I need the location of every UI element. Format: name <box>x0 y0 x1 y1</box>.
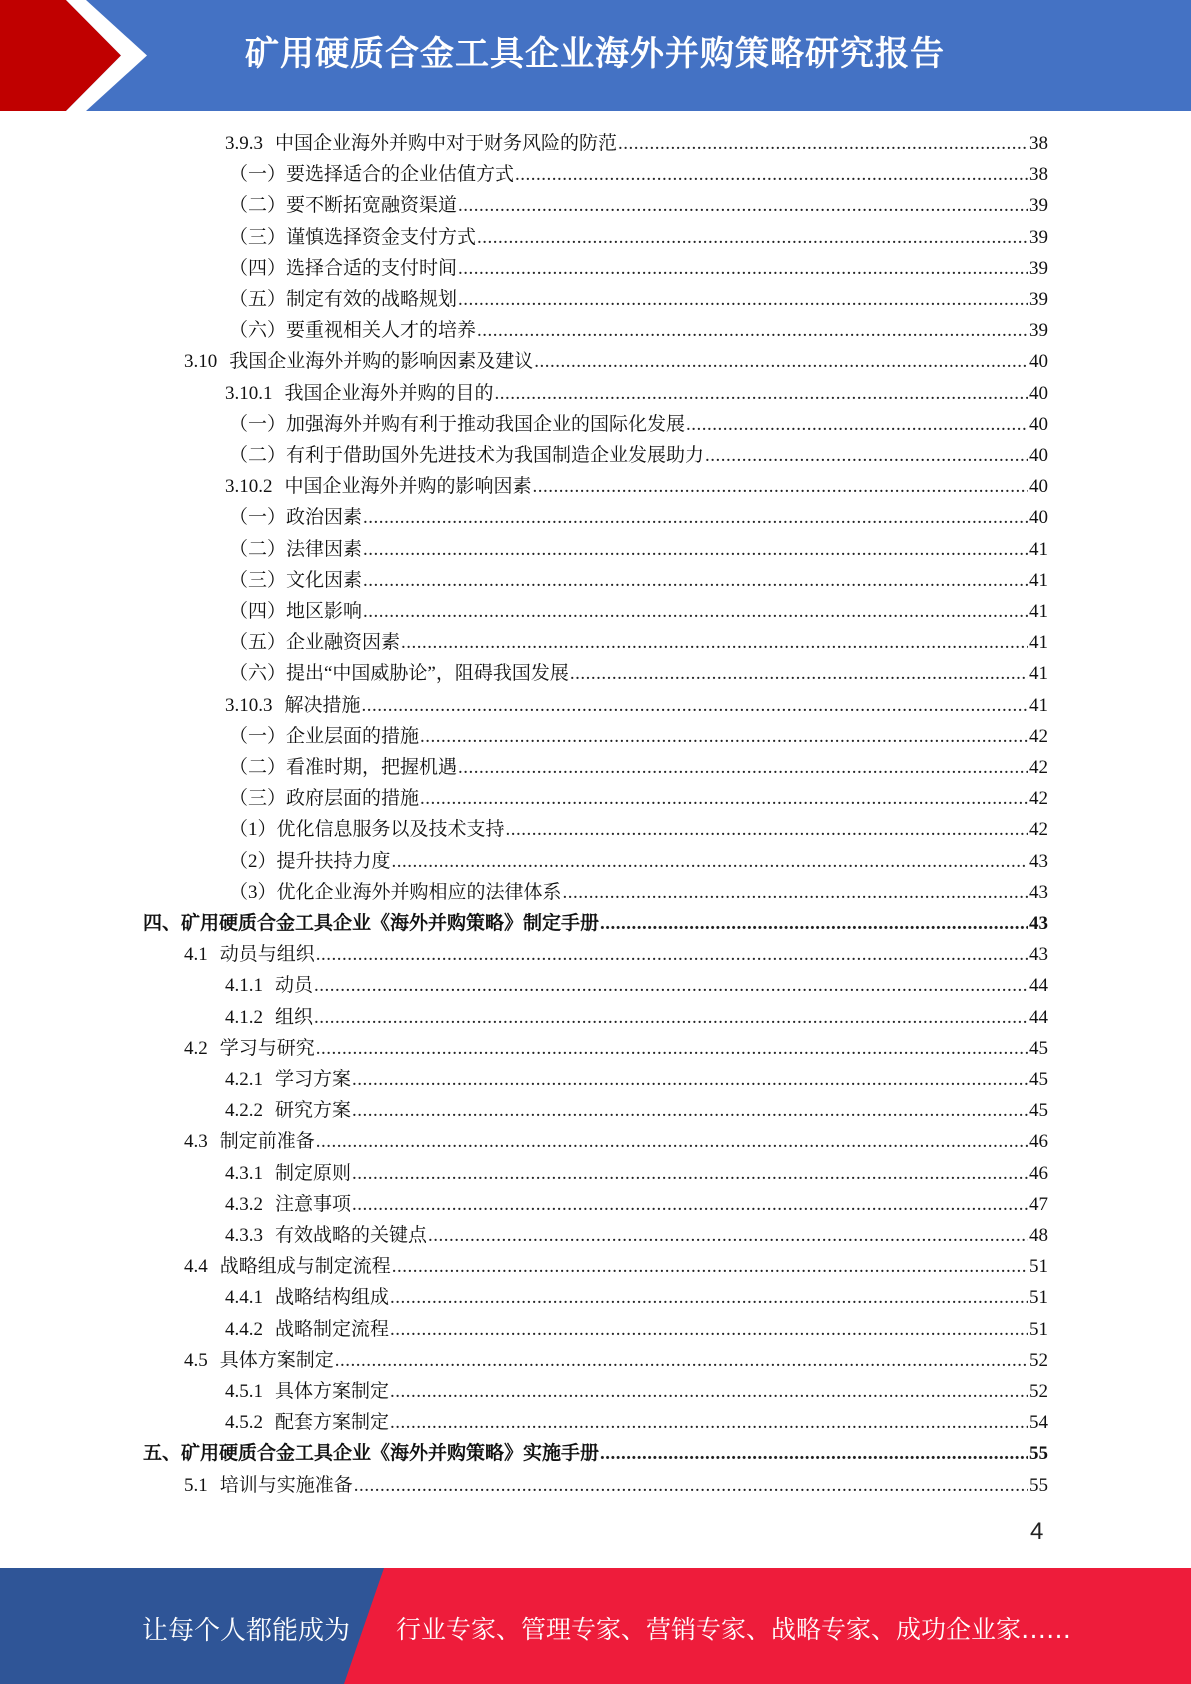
toc-dot-leader <box>362 690 1028 721</box>
toc-entry-title: （二）有利于借助国外先进技术为我国制造企业发展助力 <box>229 445 705 466</box>
toc-dot-leader <box>477 222 1028 253</box>
toc-dot-leader <box>316 1033 1028 1064</box>
toc-entry[interactable] <box>184 1251 1048 1282</box>
toc-entry[interactable] <box>229 315 1048 346</box>
toc-entry-title: （一）加强海外并购有利于推动我国企业的国际化发展 <box>229 414 686 435</box>
toc-entry-number: 4.4.2 <box>225 1319 263 1340</box>
toc-entry-page: 52 <box>1029 1381 1048 1402</box>
toc-dot-leader <box>506 814 1028 845</box>
toc-entry-page: 51 <box>1029 1256 1048 1277</box>
toc-dot-leader <box>390 1282 1028 1313</box>
toc-entry-page: 48 <box>1029 1225 1048 1246</box>
toc-entry-title: （三）政府层面的措施 <box>229 788 420 809</box>
toc-entry-title: （3）优化企业海外并购相应的法律体系 <box>229 882 562 903</box>
toc-dot-leader <box>600 908 1028 939</box>
toc-entry[interactable] <box>184 939 1048 970</box>
toc-entry[interactable] <box>225 1002 1048 1033</box>
toc-entry[interactable] <box>229 409 1048 440</box>
toc-entry[interactable] <box>184 1126 1048 1157</box>
toc-entry[interactable] <box>225 1189 1048 1220</box>
toc-entry-page: 40 <box>1029 414 1048 435</box>
toc-entry-page: 41 <box>1029 632 1048 653</box>
toc-entry-title: 培训与实施准备 <box>219 1475 353 1496</box>
toc-entry-number: 4.2.1 <box>225 1069 263 1090</box>
toc-entry-title: （二）法律因素 <box>229 539 363 560</box>
toc-entry-number: 3.9.3 <box>225 133 263 154</box>
toc-entry-page: 51 <box>1029 1319 1048 1340</box>
toc-dot-leader <box>420 721 1028 752</box>
toc-entry-title: 战略制定流程 <box>275 1319 390 1340</box>
toc-entry-page: 52 <box>1029 1350 1048 1371</box>
toc-entry-title: 我国企业海外并购的目的 <box>284 383 494 404</box>
toc-entry-number: 4.5.2 <box>225 1412 263 1433</box>
toc-entry-page: 42 <box>1029 757 1048 778</box>
toc-entry-title: 我国企业海外并购的影响因素及建议 <box>229 351 534 372</box>
toc-entry[interactable] <box>225 690 1048 721</box>
toc-entry[interactable] <box>229 846 1048 877</box>
toc-entry[interactable] <box>229 190 1048 221</box>
toc-entry-title: （一）企业层面的措施 <box>229 726 420 747</box>
toc-dot-leader <box>392 846 1028 877</box>
toc-dot-leader <box>401 627 1028 658</box>
toc-entry-page: 39 <box>1029 320 1048 341</box>
toc-entry[interactable] <box>225 1220 1048 1251</box>
toc-entry-number: 4.2 <box>184 1038 208 1059</box>
toc-entry[interactable] <box>143 1438 1048 1469</box>
toc-entry-page: 41 <box>1029 663 1048 684</box>
toc-dot-leader <box>363 596 1028 627</box>
toc-entry-number: 3.10 <box>184 351 218 372</box>
toc-entry[interactable] <box>229 222 1048 253</box>
toc-entry[interactable] <box>143 908 1048 939</box>
toc-entry-number: 4.4 <box>184 1256 208 1277</box>
toc-entry-title: 动员 <box>275 975 314 996</box>
toc-dot-leader <box>363 534 1028 565</box>
toc-entry-number: 4.1 <box>184 944 208 965</box>
toc-entry-title: （六）要重视相关人才的培养 <box>229 320 477 341</box>
toc-entry-page: 39 <box>1029 227 1048 248</box>
toc-entry-page: 41 <box>1029 601 1048 622</box>
toc-entry[interactable] <box>229 565 1048 596</box>
toc-dot-leader <box>352 1064 1028 1095</box>
toc-dot-leader <box>458 253 1028 284</box>
toc-entry-title: 学习方案 <box>275 1069 352 1090</box>
toc-entry-title: （二）要不断拓宽融资渠道 <box>229 195 458 216</box>
toc-entry-title: （三）文化因素 <box>229 570 363 591</box>
toc-entry-page: 43 <box>1029 913 1048 934</box>
toc-dot-leader <box>600 1438 1028 1469</box>
toc-entry[interactable] <box>225 1064 1048 1095</box>
toc-dot-leader <box>495 378 1028 409</box>
toc-entry-title: 制定原则 <box>275 1163 352 1184</box>
toc-entry-title: （四）地区影响 <box>229 601 363 622</box>
toc-entry[interactable] <box>229 596 1048 627</box>
toc-entry-page: 40 <box>1029 351 1048 372</box>
toc-entry[interactable] <box>225 970 1048 1001</box>
toc-entry-page: 41 <box>1029 695 1048 716</box>
toc-entry-page: 45 <box>1029 1100 1048 1121</box>
toc-entry-title: 中国企业海外并购的影响因素 <box>284 476 532 497</box>
toc-entry[interactable] <box>229 284 1048 315</box>
toc-entry-title: 组织 <box>275 1007 314 1028</box>
toc-entry-number: 3.10.1 <box>225 383 273 404</box>
footer-slogan-left: 让每个人都能成为 <box>142 1616 351 1646</box>
toc-dot-leader <box>618 128 1028 159</box>
toc-entry-title: 四、矿用硬质合金工具企业《海外并购策略》制定手册 <box>143 913 600 934</box>
toc-entry[interactable] <box>184 1033 1048 1064</box>
toc-entry-page: 40 <box>1029 507 1048 528</box>
toc-dot-leader <box>477 315 1028 346</box>
toc-entry-title: 制定前准备 <box>219 1131 315 1152</box>
toc-entry-page: 54 <box>1029 1412 1048 1433</box>
toc-entry-page: 41 <box>1029 570 1048 591</box>
toc-entry-page: 44 <box>1029 1007 1048 1028</box>
toc-entry[interactable] <box>225 1095 1048 1126</box>
toc-entry-number: 3.10.2 <box>225 476 273 497</box>
toc-dot-leader <box>534 346 1028 377</box>
toc-dot-leader <box>352 1189 1028 1220</box>
toc-entry-title: 解决措施 <box>284 695 361 716</box>
toc-entry-page: 38 <box>1029 164 1048 185</box>
toc-dot-leader <box>515 159 1028 190</box>
toc-dot-leader <box>314 1002 1028 1033</box>
toc-dot-leader <box>363 502 1028 533</box>
toc-entry-title: 动员与组织 <box>219 944 315 965</box>
toc-dot-leader <box>686 409 1028 440</box>
toc-entry-page: 55 <box>1029 1443 1048 1464</box>
toc-dot-leader <box>390 1376 1028 1407</box>
toc-entry-page: 42 <box>1029 726 1048 747</box>
toc-dot-leader <box>316 1126 1028 1157</box>
toc-entry-page: 39 <box>1029 289 1048 310</box>
toc-dot-leader <box>390 1407 1028 1438</box>
toc-entry[interactable] <box>229 159 1048 190</box>
toc-entry[interactable] <box>229 534 1048 565</box>
toc-entry-title: （一）政治因素 <box>229 507 363 528</box>
toc-entry[interactable] <box>225 378 1048 409</box>
toc-entry-title: （四）选择合适的支付时间 <box>229 258 458 279</box>
toc-entry-title: （六）提出“中国威胁论”，阻碍我国发展 <box>229 663 569 684</box>
toc-dot-leader <box>533 471 1028 502</box>
toc-entry-page: 43 <box>1029 882 1048 903</box>
toc-entry[interactable] <box>225 1376 1048 1407</box>
toc-entry-number: 4.3 <box>184 1131 208 1152</box>
toc-entry-page: 44 <box>1029 975 1048 996</box>
toc-entry[interactable] <box>229 814 1048 845</box>
toc-entry[interactable] <box>225 128 1048 159</box>
toc-entry-title: 学习与研究 <box>219 1038 315 1059</box>
toc-entry-title: （五）制定有效的战略规划 <box>229 289 458 310</box>
toc-entry-title: 战略结构组成 <box>275 1287 390 1308</box>
toc-dot-leader <box>352 1095 1028 1126</box>
toc-dot-leader <box>458 752 1028 783</box>
toc-entry-number: 5.1 <box>184 1475 208 1496</box>
toc-entry[interactable] <box>229 721 1048 752</box>
toc-entry-title: （2）提升扶持力度 <box>229 851 391 872</box>
toc-entry[interactable] <box>225 1407 1048 1438</box>
toc-entry-page: 40 <box>1029 445 1048 466</box>
toc-dot-leader <box>352 1158 1028 1189</box>
toc-entry-title: 战略组成与制定流程 <box>219 1256 391 1277</box>
toc-entry-page: 39 <box>1029 258 1048 279</box>
toc-entry-title: 有效战略的关键点 <box>275 1225 428 1246</box>
toc-dot-leader <box>570 658 1028 689</box>
toc-dot-leader <box>420 783 1028 814</box>
toc-entry-page: 42 <box>1029 788 1048 809</box>
toc-entry[interactable] <box>229 877 1048 908</box>
toc-entry-page: 43 <box>1029 944 1048 965</box>
toc-entry[interactable] <box>225 1158 1048 1189</box>
toc-entry[interactable] <box>229 627 1048 658</box>
header-chevron-decoration <box>0 0 160 111</box>
toc-entry-number: 4.5 <box>184 1350 208 1371</box>
footer-slogan-right: 行业专家、管理专家、营销专家、战略专家、成功企业家…… <box>396 1615 1072 1644</box>
toc-entry[interactable] <box>229 752 1048 783</box>
page-number: 4 <box>1030 1518 1044 1545</box>
toc-entry-number: 3.10.3 <box>225 695 273 716</box>
toc-entry-page: 42 <box>1029 819 1048 840</box>
toc-entry-title: （五）企业融资因素 <box>229 632 401 653</box>
toc-entry-number: 4.3.2 <box>225 1194 263 1215</box>
toc-entry-title: 具体方案制定 <box>219 1350 334 1371</box>
page-header <box>0 0 1191 111</box>
toc-dot-leader <box>390 1314 1028 1345</box>
toc-entry-number: 4.5.1 <box>225 1381 263 1402</box>
toc-entry[interactable] <box>184 346 1048 377</box>
toc-entry-page: 46 <box>1029 1163 1048 1184</box>
toc-entry-title: 具体方案制定 <box>275 1381 390 1402</box>
toc-dot-leader <box>363 565 1028 596</box>
toc-entry-title: （一）要选择适合的企业估值方式 <box>229 164 515 185</box>
toc-dot-leader <box>354 1470 1028 1501</box>
toc-entry-title: 中国企业海外并购中对于财务风险的防范 <box>275 133 618 154</box>
toc-entry-page: 47 <box>1029 1194 1048 1215</box>
toc-entry[interactable] <box>229 783 1048 814</box>
toc-entry-title: 五、矿用硬质合金工具企业《海外并购策略》实施手册 <box>143 1443 600 1464</box>
toc-entry[interactable] <box>184 1470 1048 1501</box>
toc-entry-title: （三）谨慎选择资金支付方式 <box>229 227 477 248</box>
toc-entry-page: 45 <box>1029 1069 1048 1090</box>
toc-entry-page: 43 <box>1029 851 1048 872</box>
toc-entry-page: 51 <box>1029 1287 1048 1308</box>
toc-entry[interactable] <box>229 440 1048 471</box>
toc-entry-page: 39 <box>1029 195 1048 216</box>
toc-entry-number: 4.3.3 <box>225 1225 263 1246</box>
toc-dot-leader <box>705 440 1028 471</box>
toc-entry[interactable] <box>184 1345 1048 1376</box>
toc-entry-title: 配套方案制定 <box>275 1412 390 1433</box>
toc-entry[interactable] <box>225 471 1048 502</box>
toc-entry[interactable] <box>229 253 1048 284</box>
toc-dot-leader <box>458 284 1028 315</box>
toc-entry-page: 41 <box>1029 539 1048 560</box>
report-title: 矿用硬质合金工具企业海外并购策略研究报告 <box>245 34 945 74</box>
toc-entry-page: 38 <box>1029 133 1048 154</box>
toc-entry[interactable] <box>225 1282 1048 1313</box>
toc-entry-page: 40 <box>1029 383 1048 404</box>
toc-dot-leader <box>316 939 1028 970</box>
toc-entry-page: 40 <box>1029 476 1048 497</box>
toc-entry-page: 45 <box>1029 1038 1048 1059</box>
toc-dot-leader <box>563 877 1028 908</box>
toc-entry-title: 研究方案 <box>275 1100 352 1121</box>
toc-dot-leader <box>392 1251 1028 1282</box>
toc-entry-number: 4.2.2 <box>225 1100 263 1121</box>
toc-entry-number: 4.1.2 <box>225 1007 263 1028</box>
toc-entry[interactable] <box>229 658 1048 689</box>
toc-dot-leader <box>458 190 1028 221</box>
toc-dot-leader <box>335 1345 1028 1376</box>
toc-entry[interactable] <box>225 1314 1048 1345</box>
toc-entry-title: （1）优化信息服务以及技术支持 <box>229 819 505 840</box>
toc-entry-title: 注意事项 <box>275 1194 352 1215</box>
toc-entry-page: 55 <box>1029 1475 1048 1496</box>
toc-entry-number: 4.4.1 <box>225 1287 263 1308</box>
toc-entry-number: 4.1.1 <box>225 975 263 996</box>
toc-entry[interactable] <box>229 502 1048 533</box>
toc-entry-number: 4.3.1 <box>225 1163 263 1184</box>
toc-entry-title: （二）看准时期，把握机遇 <box>229 757 458 778</box>
toc-entry-page: 46 <box>1029 1131 1048 1152</box>
toc-dot-leader <box>314 970 1028 1001</box>
toc-dot-leader <box>428 1220 1028 1251</box>
